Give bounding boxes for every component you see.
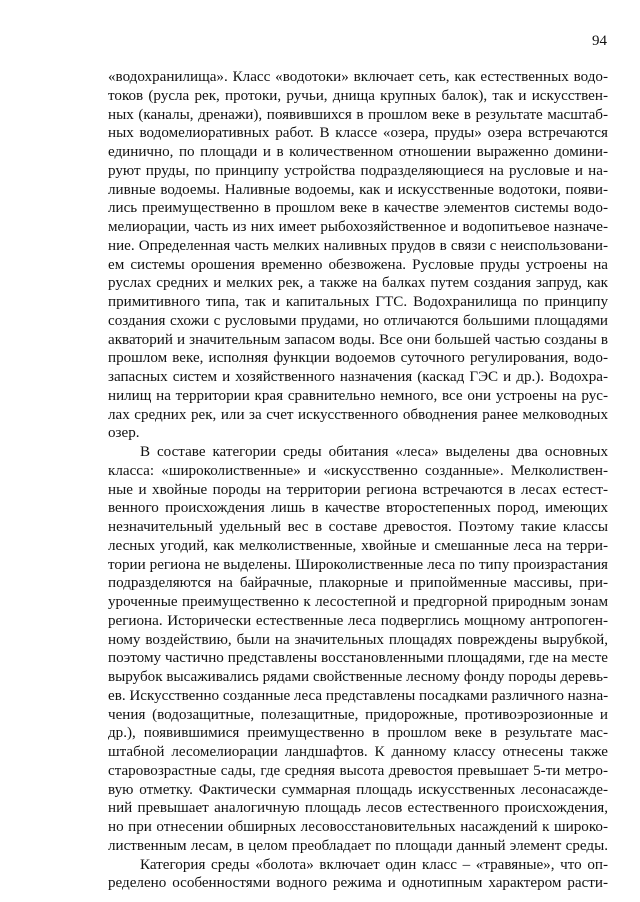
text-line: единично, по площади и в количественном отношении выраженно домини- <box>108 144 608 160</box>
text-line: штабной лесомелиорации ландшафтов. К данному классу отнесены также <box>108 744 608 760</box>
text-line: вырубок высаживались рядами свойственные лесному фонду породы деревь- <box>108 669 608 685</box>
text-line: В составе категории среды обитания «леса» выделены два основных <box>140 444 608 460</box>
text-line: др.), появившимися преимущественно в прошлом веке в результате мас- <box>108 725 608 742</box>
text-line: ределено особенностями водного режима и однотипным характером расти- <box>108 875 608 892</box>
text-line: озер. <box>108 425 140 442</box>
text-line: прошлом веке, исполняя функции водоемов суточного регулирования, водо- <box>108 350 608 367</box>
text-line: ние. Определенная часть мелких наливных прудов в связи с неиспользовани- <box>108 237 608 254</box>
text-line: подразделяются на байрачные, плакорные и припойменные массивы, при- <box>108 575 608 592</box>
text-line: поэтому частично представлены восстановленными площадями, где на месте <box>108 650 608 667</box>
text-line: ных водомелиоративных работ. В классе «озера, пруды» озера встречаются <box>108 125 608 142</box>
text-line: тории региона не выделены. Широколиственные леса по типу произрастания <box>108 556 608 573</box>
text-line: ний превышает аналогичную площадь лесов естественного происхождения, <box>108 800 608 817</box>
text-line: но при отнесении обширных лесовосстановительных насаждений к широко- <box>108 819 608 835</box>
text-line: ные и хвойные породы на территории региона встречаются в лесах естест- <box>108 481 608 498</box>
body-text <box>108 68 608 893</box>
text-line: акваторий и значительным запасом воды. Все они большей частью созданы в <box>108 331 608 348</box>
text-line: «водохранилища». Класс «водотоки» включает сеть, как естественных водо- <box>108 69 608 85</box>
text-line: руслах средних и мелких рек, а также на балках путем создания запруд, как <box>108 275 608 292</box>
text-line: вую отметку. Фактически суммарная площадь искусственных лесонасажде- <box>108 781 608 798</box>
text-line: Категория среды «болота» включает один класс – «травяные», что оп- <box>140 856 608 873</box>
page-number: 94 <box>592 33 607 49</box>
text-line: ных (каналы, дренажи), появившихся в прошлом веке в результате масштаб- <box>108 106 608 123</box>
text-line: класса: «широколиственные» и «искусственно созданные». Мелколиствен- <box>108 462 608 479</box>
text-line: ем системы орошения временно обезвожена. Русловые пруды устроены на <box>108 256 608 273</box>
text-line: региона. Исторически естественные леса подверглись мощному антропоген- <box>108 612 608 629</box>
text-line: венного происхождения лишь в качестве второстепенных пород, имеющих <box>108 500 608 517</box>
text-line: чения (водозащитные, полезащитные, придорожные, противоэрозионные и <box>108 706 608 723</box>
text-line: ливные водоемы. Наливные водоемы, как и искусственные водотоки, появи- <box>108 181 608 198</box>
text-line: нилищ на территории края сравнительно немного, все они устроены на рус- <box>108 387 608 404</box>
text-line: старовозрастные сады, где средняя высота древостоя превышает 5-ти метро- <box>108 762 608 779</box>
text-line: лах средних рек, или за счет искусственного обводнения ранее мелководных <box>108 406 608 423</box>
text-line: лесных угодий, как мелколиственные, хвойные и смешанные леса на терри- <box>108 537 608 554</box>
text-line: мелиорации, часть из них имеет рыбохозяйственное и водопитьевое назначе- <box>108 219 608 235</box>
text-line: руют пруды, по принципу устройства подразделяющиеся на русловые и на- <box>108 162 608 179</box>
text-line: незначительный удельный вес в составе древостоя. Поэтому такие классы <box>108 519 608 535</box>
text-line: ев. Искусственно созданные леса представлены посадками различного назна- <box>108 687 608 704</box>
text-line: запасных систем и хозяйственного назначения (каскад ГЭС и др.). Водохра- <box>108 369 608 385</box>
text-line: лиственным лесам, в целом преобладает по площади данный элемент среды. <box>108 837 608 854</box>
text-line: лись преимущественно в прошлом веке в качестве элементов системы водо- <box>108 200 608 217</box>
text-line: уроченные преимущественно к лесостепной и предгорной природным зонам <box>108 594 608 610</box>
text-line: создания схожи с русловыми прудами, но отличаются большими площадями <box>108 312 608 329</box>
text-line: примитивного типа, так и капитальных ГТС. Водохранилища по принципу <box>108 294 608 310</box>
text-line: токов (русла рек, протоки, ручьи, днища крупных балок), так и искусствен- <box>108 87 608 104</box>
text-line: ному воздействию, были на значительных площадях повреждены вырубкой, <box>108 631 608 648</box>
